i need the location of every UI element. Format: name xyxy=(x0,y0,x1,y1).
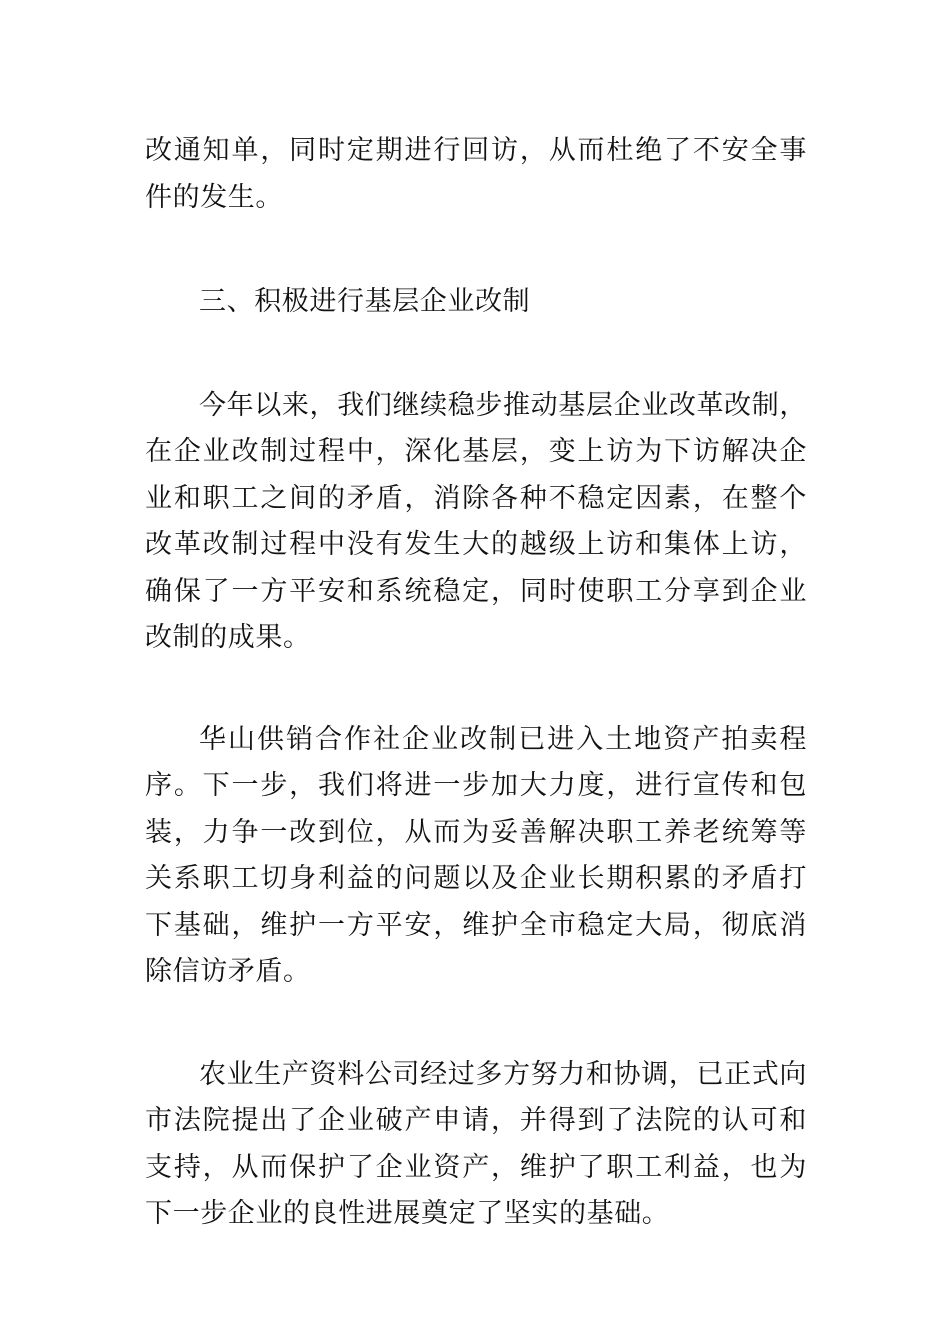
paragraph-reform-overview: 今年以来，我们继续稳步推动基层企业改革改制，在企业改制过程中，深化基层，变上访为下访解决企业和职工之间的矛盾，消除各种不稳定因素，在整个改革改制过程中没有发生大的越级上访和集体上访，确保了一方平安和系统稳定，同时使职工分享到企业改制的成果。 xyxy=(145,389,807,653)
section-heading: 三、积极进行基层企业改制 xyxy=(199,286,531,317)
paragraph-agri-materials: 农业生产资料公司经过多方努力和协调，已正式向市法院提出了企业破产申请，并得到了法院的认可和支持，从而保护了企业资产，维护了职工利益，也为下一步企业的良性进展奠定了坚实的基础。 xyxy=(145,1058,807,1229)
paragraph-continuation: 改通知单，同时定期进行回访，从而杜绝了不安全事件的发生。 xyxy=(145,135,807,213)
paragraph-huashan-coop: 华山供销合作社企业改制已进入土地资产拍卖程序。下一步，我们将进一步加大力度，进行宣传和包装，力争一改到位，从而为妥善解决职工养老统筹等关系职工切身利益的问题以及企业长期积累的矛盾打下基础，维护一方平安，维护全市稳定大局，彻底消除信访矛盾。 xyxy=(145,723,807,987)
document-body xyxy=(145,128,807,1238)
